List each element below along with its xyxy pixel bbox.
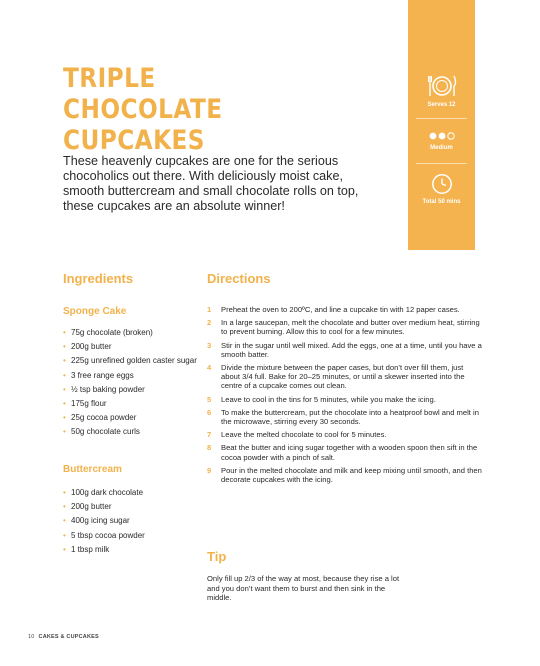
step-number: 2: [207, 318, 212, 328]
step-number: 7: [207, 430, 212, 440]
recipe-info-tab: [408, 0, 475, 250]
ingredient-item: • 200g butter: [63, 342, 198, 351]
step-number: 3: [207, 340, 212, 350]
ingredient-item: • 400g icing sugar: [63, 516, 198, 525]
step-text: Divide the mixture between the paper cases, but don’t over fill them, just about 3/4 full. Bake for 20–25 minutes, or until a skewer inserted into the centre of a cupcake comes out clean.: [221, 363, 465, 391]
section-name: CAKES & CUPCAKES: [38, 634, 99, 640]
ingredient-item: • 5 tbsp cocoa powder: [63, 531, 198, 540]
tip-text: Only fill up 2/3 of the way at most, because they rise a lot and you don’t want them to burst and then sink in the middle.: [207, 574, 400, 603]
direction-step: [207, 363, 482, 391]
ingredient-item: • 175g flour: [63, 399, 198, 408]
ingredient-item: • 100g dark chocolate: [63, 488, 198, 497]
direction-step: [207, 408, 482, 426]
step-text: In a large saucepan, melt the chocolate and butter over medium heat, stirring to prevent burning. Allow this to cool for a few minutes.: [221, 318, 480, 337]
step-number: 8: [207, 443, 212, 453]
directions-list: [207, 305, 482, 488]
step-text: Leave the melted chocolate to cool for 5 minutes.: [221, 430, 387, 440]
ingredient-item: • 50g chocolate curls: [63, 427, 198, 436]
step-text: Leave to cool in the tins for 5 minutes, while you make the icing.: [221, 394, 436, 404]
buttercream-ingredients-list: [63, 488, 198, 559]
direction-step: [207, 466, 482, 484]
direction-step: [207, 443, 482, 461]
title-line-1: TRIPLE CHOCOLATE: [63, 63, 223, 125]
direction-step: [207, 305, 482, 314]
buttercream-heading: Buttercream: [63, 464, 122, 475]
tip-heading: Tip: [207, 549, 227, 564]
serves-label: Serves 12: [427, 102, 456, 108]
direction-step: [207, 395, 482, 404]
page-number: 10: [28, 634, 35, 640]
step-number: 1: [207, 305, 212, 314]
step-number: 9: [207, 465, 212, 475]
step-text: Pour in the melted chocolate and milk and keep mixing until smooth, and then decorate cupcakes with the icing.: [221, 465, 482, 485]
directions-heading: Directions: [207, 271, 271, 286]
ingredient-item: • 75g chocolate (broken): [63, 328, 198, 337]
step-text: Preheat the oven to 200ºC, and line a cupcake tin with 12 paper cases.: [221, 305, 460, 314]
ingredient-item: • 200g butter: [63, 502, 198, 511]
time-label: Total 50 mins: [422, 199, 461, 205]
step-text: Stir in the sugar until well mixed. Add the eggs, one at a time, until you have a smooth batter.: [221, 340, 482, 359]
clock-icon: [431, 173, 453, 195]
difficulty-dots-icon: [428, 131, 456, 141]
page-footer: [28, 634, 99, 640]
difficulty-label: Medium: [430, 145, 453, 151]
plate-cutlery-icon: [427, 74, 457, 98]
direction-step: [207, 341, 482, 359]
divider: [416, 163, 467, 164]
step-text: To make the buttercream, put the chocolate into a heatproof bowl and melt in the microwave, stirring every 30 seconds.: [221, 407, 479, 427]
recipe-intro: These heavenly cupcakes are one for the serious chocoholics out there. With deliciously moist cake, smooth buttercream and small chocolate rolls on top, these cupcakes are an absolute winner!: [63, 154, 359, 213]
ingredient-item: • ½ tsp baking powder: [63, 385, 198, 394]
ingredient-item: • 25g cocoa powder: [63, 413, 198, 422]
step-number: 5: [207, 394, 212, 404]
title-line-2: CUPCAKES: [63, 125, 205, 156]
direction-step: [207, 430, 482, 439]
step-number: 4: [207, 363, 212, 373]
ingredient-item: • 225g unrefined golden caster sugar: [63, 356, 198, 365]
sponge-cake-heading: Sponge Cake: [63, 306, 127, 317]
ingredients-heading: Ingredients: [63, 271, 134, 286]
step-text: Beat the butter and icing sugar together with a wooden spoon then sift in the cocoa powder with a pinch of salt.: [221, 443, 478, 462]
ingredient-item: • 1 tbsp milk: [63, 545, 198, 554]
difficulty-block: [408, 131, 475, 151]
recipe-title: [63, 63, 321, 156]
sponge-ingredients-list: [63, 328, 198, 442]
step-number: 6: [207, 407, 212, 417]
serves-block: [408, 74, 475, 108]
direction-step: [207, 318, 482, 336]
divider: [416, 118, 467, 119]
ingredient-item: • 3 free range eggs: [63, 371, 198, 380]
time-block: [408, 173, 475, 205]
